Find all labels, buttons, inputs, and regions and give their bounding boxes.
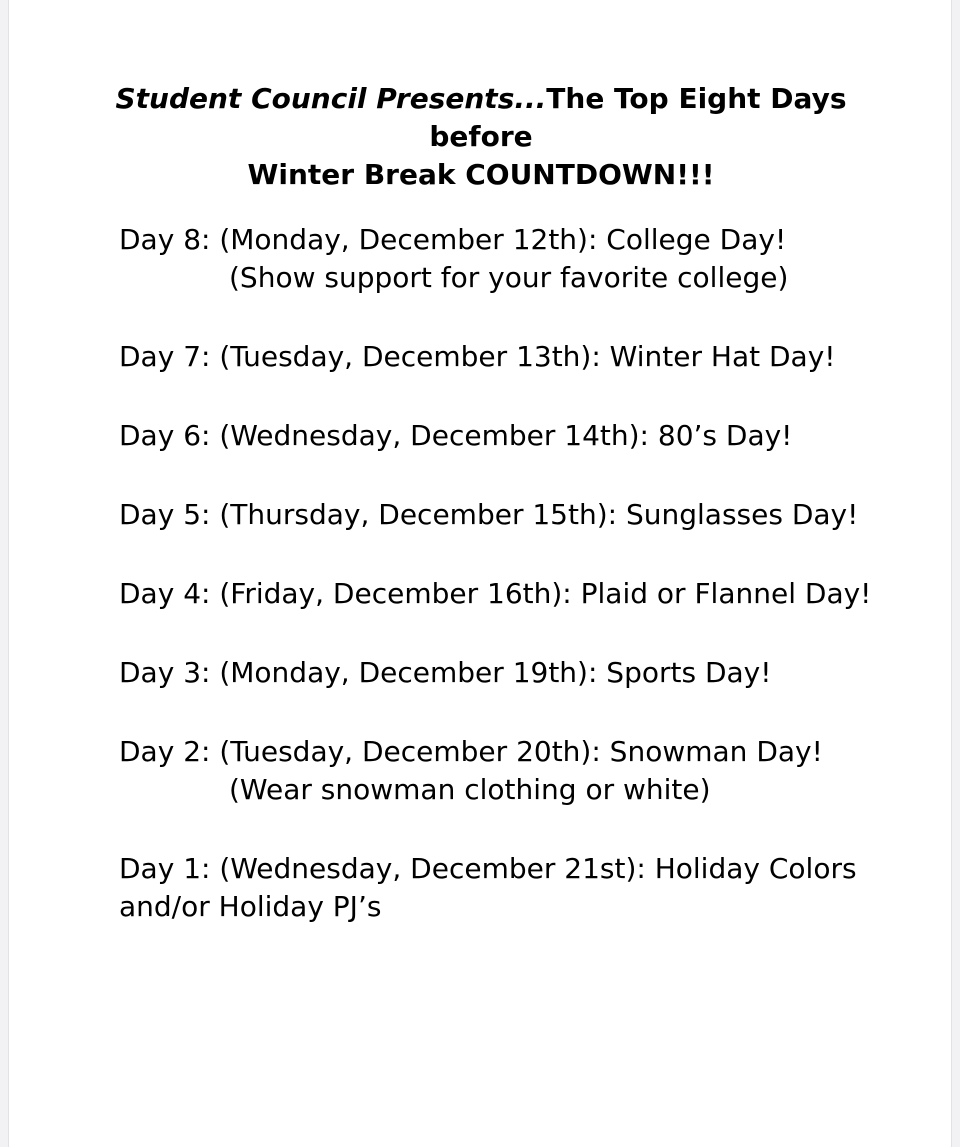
day-3-entry [119,654,879,692]
day-6-entry [119,417,879,455]
page-title [9,80,953,194]
day-7-text: Day 7: (Tuesday, December 13th): Winter Hat Day! [119,340,836,373]
document-page [8,0,952,1147]
day-7-entry [119,338,879,376]
day-2-note: (Wear snowman clothing or white) [229,773,711,806]
day-8-entry [119,221,879,297]
day-8-text: Day 8: (Monday, December 12th): College Day! [119,223,787,256]
day-1-entry [119,850,879,926]
title-line-3: Winter Break COUNTDOWN!!! [247,158,715,191]
title-line-2: before [429,120,533,153]
day-5-text: Day 5: (Thursday, December 15th): Sunglasses Day! [119,498,859,531]
day-2-text: Day 2: (Tuesday, December 20th): Snowman Day! [119,735,823,768]
day-2-entry [119,733,879,809]
day-8-note: (Show support for your favorite college) [229,261,789,294]
day-5-entry [119,496,879,534]
day-3-text: Day 3: (Monday, December 19th): Sports Day! [119,656,772,689]
day-4-text: Day 4: (Friday, December 16th): Plaid or Flannel Day! [119,577,872,610]
title-line-1-rest: The Top Eight Days [546,82,847,115]
day-1-text: Day 1: (Wednesday, December 21st): Holiday Colors and/or Holiday PJ’s [119,852,857,923]
title-lead: Student Council Presents... [115,82,547,115]
title-line-1 [9,80,953,118]
day-4-entry [119,575,879,613]
countdown-list [119,221,879,926]
day-6-text: Day 6: (Wednesday, December 14th): 80’s Day! [119,419,793,452]
